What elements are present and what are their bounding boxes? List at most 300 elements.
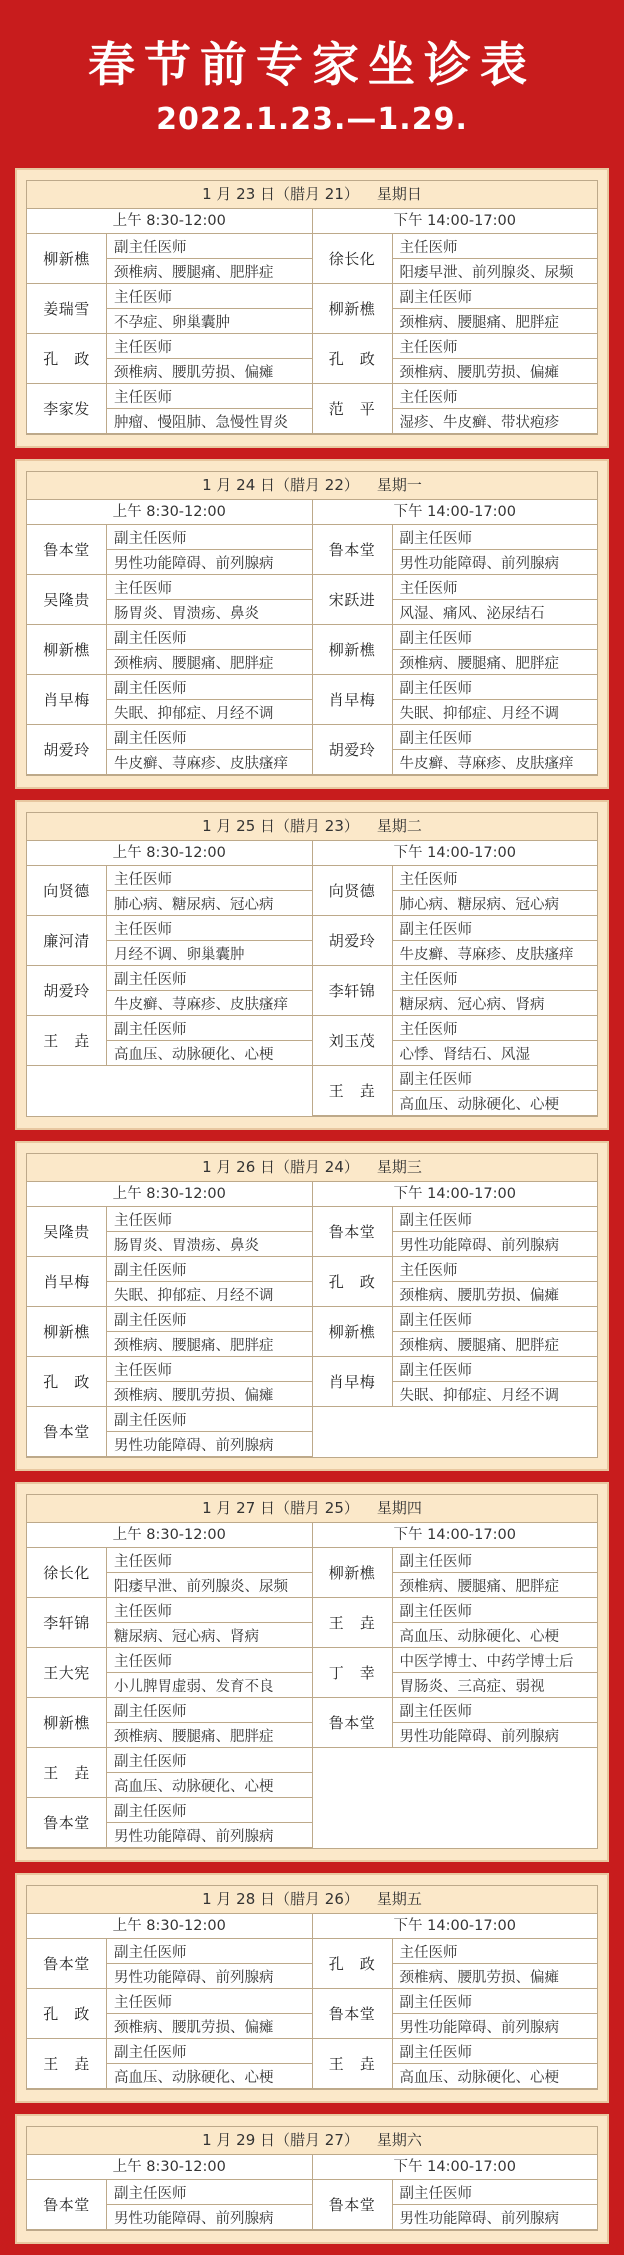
doctor-title: 副主任医师	[107, 1748, 312, 1773]
doctor-specialty: 颈椎病、腰肌劳损、偏瘫	[399, 364, 559, 381]
doctor-name: 柳新樵	[313, 1307, 393, 1356]
doctor-name: 胡爱玲	[27, 966, 107, 1015]
doctor-info	[107, 234, 312, 283]
doctor-row	[313, 675, 598, 725]
doctor-specialty: 糖尿病、冠心病、肾病	[399, 996, 545, 1013]
doctor-info	[393, 1357, 598, 1406]
doctor-title: 副主任医师	[393, 2039, 598, 2064]
afternoon-hours: 下午 14:00-17:00	[313, 1182, 598, 1207]
morning-column	[27, 500, 313, 775]
doctor-title: 主任医师	[107, 1989, 312, 2014]
doctor-title: 副主任医师	[107, 1798, 312, 1823]
day-header	[27, 1886, 597, 1914]
doctor-title: 副主任医师	[107, 2180, 312, 2205]
day-table	[26, 1885, 598, 2090]
doctor-row	[313, 1939, 598, 1989]
doctor-name: 肖早梅	[313, 1357, 393, 1406]
doctor-specialty: 不孕症、卵巢囊肿	[114, 314, 230, 331]
doctor-specialty: 男性功能障碍、前列腺病	[399, 555, 559, 572]
doctor-row	[313, 966, 598, 1016]
doctor-name: 孔 政	[27, 334, 107, 383]
doctor-specialty: 颈椎病、腰腿痛、肥胖症	[399, 1337, 559, 1354]
doctor-specialty: 男性功能障碍、前列腺病	[114, 1437, 274, 1454]
doctor-title: 主任医师	[393, 966, 598, 991]
doctor-row	[27, 625, 312, 675]
doctor-title: 副主任医师	[107, 234, 312, 259]
doctor-title: 副主任医师	[393, 1989, 598, 2014]
doctor-info	[393, 966, 598, 1015]
doctor-info	[393, 1698, 598, 1747]
doctor-specialty: 牛皮癣、荨麻疹、皮肤瘙痒	[114, 755, 288, 772]
doctor-title: 副主任医师	[107, 966, 312, 991]
doctor-name: 廉河清	[27, 916, 107, 965]
doctor-info	[107, 866, 312, 915]
doctor-name: 王 垚	[27, 1016, 107, 1065]
doctor-specialty: 颈椎病、腰腿痛、肥胖症	[399, 1578, 559, 1595]
doctor-specialty: 颈椎病、腰腿痛、肥胖症	[114, 1337, 274, 1354]
doctor-row	[313, 1698, 598, 1748]
doctor-name: 胡爱玲	[313, 725, 393, 774]
doctor-row	[27, 966, 312, 1016]
doctor-title: 副主任医师	[107, 1257, 312, 1282]
doctor-title: 主任医师	[107, 916, 312, 941]
doctor-specialty: 失眠、抑郁症、月经不调	[399, 705, 559, 722]
doctor-info	[107, 675, 312, 724]
doctor-name: 鲁本堂	[27, 1407, 107, 1456]
doctor-name: 鲁本堂	[313, 2180, 393, 2229]
doctor-info	[107, 1016, 312, 1065]
doctor-row	[27, 1798, 312, 1848]
afternoon-hours: 下午 14:00-17:00	[313, 500, 598, 525]
doctor-info	[393, 1939, 598, 1988]
doctor-name: 肖早梅	[27, 1257, 107, 1306]
doctor-title: 副主任医师	[393, 916, 598, 941]
doctor-title: 主任医师	[107, 284, 312, 309]
doctor-title: 主任医师	[393, 334, 598, 359]
doctor-row	[27, 525, 312, 575]
date-range: 2022.1.23.—1.29.	[156, 102, 468, 137]
session-columns	[27, 1523, 597, 1848]
doctor-title: 副主任医师	[107, 525, 312, 550]
doctor-title: 副主任医师	[393, 1207, 598, 1232]
doctor-name: 孔 政	[313, 1257, 393, 1306]
doctor-row	[313, 1016, 598, 1066]
day-table	[26, 1153, 598, 1458]
doctor-info	[107, 1407, 312, 1456]
doctor-specialty: 颈椎病、腰腿痛、肥胖症	[114, 1728, 274, 1745]
doctor-info	[107, 916, 312, 965]
day-date: 1 月 29 日（腊月 27）	[202, 2131, 359, 2149]
doctor-row	[27, 575, 312, 625]
morning-column	[27, 1182, 313, 1457]
session-columns	[27, 1914, 597, 2089]
afternoon-column	[313, 500, 598, 775]
session-columns	[27, 2155, 597, 2230]
doctor-title: 副主任医师	[393, 1357, 598, 1382]
day-card	[15, 168, 609, 448]
doctor-info	[393, 1548, 598, 1597]
doctor-name: 徐长化	[313, 234, 393, 283]
doctor-title: 副主任医师	[107, 1407, 312, 1432]
doctor-title: 主任医师	[107, 1648, 312, 1673]
afternoon-column	[313, 1523, 598, 1848]
doctor-specialty: 湿疹、牛皮癣、带状疱疹	[399, 414, 559, 431]
morning-hours: 上午 8:30-12:00	[27, 1523, 312, 1548]
doctor-row	[27, 1548, 312, 1598]
doctor-row	[27, 2180, 312, 2230]
doctor-info	[107, 1548, 312, 1597]
doctor-row	[27, 1748, 312, 1798]
doctor-specialty: 高血压、动脉硬化、心梗	[399, 1096, 559, 1113]
doctor-title: 副主任医师	[393, 2180, 598, 2205]
doctor-specialty: 男性功能障碍、前列腺病	[399, 1237, 559, 1254]
doctor-name: 徐长化	[27, 1548, 107, 1597]
doctor-name: 向贤德	[27, 866, 107, 915]
doctor-title: 主任医师	[393, 1016, 598, 1041]
doctor-title: 主任医师	[393, 575, 598, 600]
doctor-specialty: 肺心病、糖尿病、冠心病	[114, 896, 274, 913]
doctor-row	[27, 334, 312, 384]
doctor-name: 柳新樵	[27, 1698, 107, 1747]
afternoon-column	[313, 209, 598, 434]
day-weekday: 星期三	[376, 1158, 422, 1176]
doctor-specialty: 高血压、动脉硬化、心梗	[114, 1046, 274, 1063]
doctor-row	[27, 2039, 312, 2089]
doctor-info	[107, 1307, 312, 1356]
doctor-info	[393, 334, 598, 383]
doctor-specialty: 男性功能障碍、前列腺病	[114, 555, 274, 572]
doctor-row	[313, 284, 598, 334]
doctor-specialty: 失眠、抑郁症、月经不调	[114, 705, 274, 722]
doctor-info	[107, 2039, 312, 2088]
morning-hours: 上午 8:30-12:00	[27, 2155, 312, 2180]
doctor-specialty: 男性功能障碍、前列腺病	[399, 1728, 559, 1745]
doctor-title: 副主任医师	[107, 1698, 312, 1723]
doctor-row	[313, 1648, 598, 1698]
doctor-name: 肖早梅	[27, 675, 107, 724]
session-columns	[27, 1182, 597, 1457]
morning-column	[27, 209, 313, 434]
doctor-name: 王 垚	[313, 1066, 393, 1115]
doctor-name: 姜瑞雪	[27, 284, 107, 333]
doctor-title: 副主任医师	[393, 284, 598, 309]
doctor-row	[27, 384, 312, 434]
doctor-name: 肖早梅	[313, 675, 393, 724]
day-table	[26, 1494, 598, 1849]
doctor-name: 柳新樵	[27, 625, 107, 674]
doctor-info	[393, 384, 598, 433]
doctor-specialty: 阳痿早泄、前列腺炎、尿频	[399, 264, 574, 281]
doctor-info	[393, 675, 598, 724]
doctor-name: 李轩锦	[313, 966, 393, 1015]
schedule	[15, 168, 609, 2255]
doctor-name: 吴隆贵	[27, 1207, 107, 1256]
doctor-title: 副主任医师	[107, 1016, 312, 1041]
doctor-info	[393, 2180, 598, 2229]
doctor-info	[107, 1989, 312, 2038]
doctor-name: 王 垚	[313, 2039, 393, 2088]
doctor-specialty: 牛皮癣、荨麻疹、皮肤瘙痒	[399, 755, 574, 772]
doctor-row	[313, 2180, 598, 2230]
day-date: 1 月 23 日（腊月 21）	[202, 185, 359, 203]
doctor-name: 鲁本堂	[313, 1698, 393, 1747]
doctor-specialty: 颈椎病、腰腿痛、肥胖症	[114, 264, 274, 281]
day-card	[15, 800, 609, 1130]
doctor-specialty: 高血压、动脉硬化、心梗	[399, 2069, 559, 2086]
morning-hours: 上午 8:30-12:00	[27, 1914, 312, 1939]
afternoon-hours: 下午 14:00-17:00	[313, 2155, 598, 2180]
doctor-title: 主任医师	[107, 1548, 312, 1573]
doctor-specialty: 阳痿早泄、前列腺炎、尿频	[114, 1578, 288, 1595]
doctor-name: 孔 政	[27, 1357, 107, 1406]
doctor-title: 主任医师	[107, 384, 312, 409]
doctor-name: 李轩锦	[27, 1598, 107, 1647]
day-header	[27, 2127, 597, 2155]
doctor-row	[27, 866, 312, 916]
doctor-specialty: 高血压、动脉硬化、心梗	[399, 1628, 559, 1645]
doctor-specialty: 风湿、痛风、泌尿结石	[399, 605, 545, 622]
afternoon-column	[313, 841, 598, 1116]
doctor-title: 主任医师	[393, 234, 598, 259]
doctor-name: 向贤德	[313, 866, 393, 915]
doctor-name: 王大宪	[27, 1648, 107, 1697]
doctor-name: 孔 政	[27, 1989, 107, 2038]
doctor-name: 柳新樵	[27, 234, 107, 283]
doctor-specialty: 胃肠炎、三高症、弱视	[399, 1678, 545, 1695]
doctor-row	[313, 625, 598, 675]
day-header	[27, 1495, 597, 1523]
doctor-name: 孔 政	[313, 1939, 393, 1988]
doctor-row	[27, 725, 312, 775]
doctor-name: 柳新樵	[313, 625, 393, 674]
doctor-row	[27, 1407, 312, 1457]
doctor-row	[313, 1598, 598, 1648]
day-card	[15, 2114, 609, 2244]
day-header	[27, 472, 597, 500]
doctor-name: 孔 政	[313, 334, 393, 383]
doctor-info	[393, 284, 598, 333]
doctor-row	[313, 384, 598, 434]
page-header	[0, 0, 624, 160]
day-table	[26, 812, 598, 1117]
afternoon-column	[313, 1914, 598, 2089]
doctor-specialty: 男性功能障碍、前列腺病	[114, 1828, 274, 1845]
doctor-title: 副主任医师	[107, 725, 312, 750]
doctor-title: 主任医师	[107, 1598, 312, 1623]
doctor-info	[107, 384, 312, 433]
doctor-title: 副主任医师	[393, 525, 598, 550]
doctor-title: 副主任医师	[393, 1548, 598, 1573]
day-card	[15, 1141, 609, 1471]
doctor-specialty: 颈椎病、腰肌劳损、偏瘫	[399, 1287, 559, 1304]
day-header	[27, 1154, 597, 1182]
morning-column	[27, 1523, 313, 1848]
afternoon-column	[313, 1182, 598, 1457]
doctor-row	[313, 866, 598, 916]
doctor-specialty: 心悸、肾结石、风湿	[399, 1046, 530, 1063]
doctor-specialty: 肠胃炎、胃溃疡、鼻炎	[114, 1237, 259, 1254]
doctor-info	[393, 525, 598, 574]
doctor-row	[27, 284, 312, 334]
doctor-name: 柳新樵	[313, 284, 393, 333]
morning-column	[27, 2155, 313, 2230]
doctor-specialty: 颈椎病、腰肌劳损、偏瘫	[399, 1969, 559, 1986]
afternoon-column	[313, 2155, 598, 2230]
doctor-row	[27, 1648, 312, 1698]
doctor-row	[313, 575, 598, 625]
doctor-info	[107, 1798, 312, 1847]
doctor-info	[393, 1648, 598, 1697]
page-title: 春节前专家坐诊表	[88, 38, 536, 93]
doctor-specialty: 牛皮癣、荨麻疹、皮肤瘙痒	[399, 946, 574, 963]
doctor-row	[27, 1016, 312, 1066]
doctor-specialty: 失眠、抑郁症、月经不调	[399, 1387, 559, 1404]
day-card	[15, 1873, 609, 2103]
doctor-row	[313, 1307, 598, 1357]
day-weekday: 星期五	[376, 1890, 422, 1908]
day-date: 1 月 27 日（腊月 25）	[202, 1499, 359, 1517]
doctor-title: 主任医师	[393, 384, 598, 409]
doctor-name: 范 平	[313, 384, 393, 433]
doctor-title: 副主任医师	[393, 1066, 598, 1091]
doctor-specialty: 颈椎病、腰肌劳损、偏瘫	[114, 364, 274, 381]
day-weekday: 星期四	[376, 1499, 422, 1517]
doctor-name: 王 垚	[27, 2039, 107, 2088]
doctor-info	[107, 725, 312, 774]
doctor-row	[27, 1257, 312, 1307]
doctor-info	[393, 1307, 598, 1356]
doctor-specialty: 肺心病、糖尿病、冠心病	[399, 896, 559, 913]
doctor-title: 副主任医师	[107, 1307, 312, 1332]
doctor-name: 鲁本堂	[27, 525, 107, 574]
doctor-row	[313, 334, 598, 384]
day-date: 1 月 28 日（腊月 26）	[202, 1890, 359, 1908]
day-date: 1 月 25 日（腊月 23）	[202, 817, 359, 835]
day-weekday: 星期一	[376, 476, 422, 494]
doctor-row	[27, 1698, 312, 1748]
doctor-specialty: 高血压、动脉硬化、心梗	[114, 1778, 274, 1795]
day-weekday: 星期六	[376, 2131, 422, 2149]
day-date: 1 月 24 日（腊月 22）	[202, 476, 359, 494]
morning-hours: 上午 8:30-12:00	[27, 209, 312, 234]
doctor-row	[27, 1307, 312, 1357]
afternoon-hours: 下午 14:00-17:00	[313, 841, 598, 866]
doctor-name: 鲁本堂	[313, 1989, 393, 2038]
doctor-name: 鲁本堂	[27, 1939, 107, 1988]
doctor-row	[27, 1357, 312, 1407]
morning-hours: 上午 8:30-12:00	[27, 1182, 312, 1207]
doctor-name: 王 垚	[27, 1748, 107, 1797]
doctor-row	[27, 1989, 312, 2039]
doctor-title: 副主任医师	[107, 1939, 312, 1964]
doctor-info	[107, 625, 312, 674]
doctor-info	[393, 1598, 598, 1647]
morning-hours: 上午 8:30-12:00	[27, 500, 312, 525]
doctor-title: 副主任医师	[393, 625, 598, 650]
doctor-info	[393, 575, 598, 624]
doctor-specialty: 月经不调、卵巢囊肿	[114, 946, 245, 963]
doctor-row	[313, 1207, 598, 1257]
doctor-info	[107, 966, 312, 1015]
doctor-info	[393, 1066, 598, 1115]
doctor-info	[393, 866, 598, 915]
doctor-specialty: 男性功能障碍、前列腺病	[399, 2019, 559, 2036]
doctor-specialty: 颈椎病、腰肌劳损、偏瘫	[114, 1387, 274, 1404]
doctor-info	[107, 525, 312, 574]
doctor-title: 主任医师	[107, 334, 312, 359]
doctor-row	[27, 234, 312, 284]
day-table	[26, 180, 598, 435]
doctor-specialty: 肠胃炎、胃溃疡、鼻炎	[114, 605, 259, 622]
doctor-row	[27, 1598, 312, 1648]
doctor-specialty: 肿瘤、慢阻肺、急慢性胃炎	[114, 414, 288, 431]
doctor-title: 副主任医师	[393, 1598, 598, 1623]
morning-hours: 上午 8:30-12:00	[27, 841, 312, 866]
day-weekday: 星期二	[376, 817, 422, 835]
doctor-specialty: 失眠、抑郁症、月经不调	[114, 1287, 274, 1304]
doctor-specialty: 小儿脾胃虚弱、发育不良	[114, 1678, 274, 1695]
doctor-row	[313, 525, 598, 575]
doctor-row	[313, 1989, 598, 2039]
doctor-title: 中医学博士、中药学博士后	[393, 1648, 598, 1673]
doctor-info	[393, 725, 598, 774]
doctor-info	[393, 1207, 598, 1256]
doctor-title: 副主任医师	[107, 2039, 312, 2064]
doctor-row	[313, 234, 598, 284]
day-card	[15, 1482, 609, 1862]
doctor-row	[313, 1257, 598, 1307]
doctor-name: 李家发	[27, 384, 107, 433]
doctor-title: 副主任医师	[393, 675, 598, 700]
doctor-specialty: 糖尿病、冠心病、肾病	[114, 1628, 259, 1645]
doctor-info	[107, 1357, 312, 1406]
doctor-name: 丁 幸	[313, 1648, 393, 1697]
afternoon-hours: 下午 14:00-17:00	[313, 209, 598, 234]
doctor-row	[27, 675, 312, 725]
doctor-info	[107, 1939, 312, 1988]
doctor-info	[107, 1257, 312, 1306]
doctor-info	[107, 1748, 312, 1797]
doctor-info	[107, 1698, 312, 1747]
doctor-specialty: 牛皮癣、荨麻疹、皮肤瘙痒	[114, 996, 288, 1013]
doctor-row	[27, 1939, 312, 1989]
doctor-row	[27, 1207, 312, 1257]
session-columns	[27, 209, 597, 434]
doctor-info	[107, 334, 312, 383]
doctor-specialty: 颈椎病、腰肌劳损、偏瘫	[114, 2019, 274, 2036]
doctor-specialty: 男性功能障碍、前列腺病	[399, 2210, 559, 2227]
doctor-title: 副主任医师	[393, 1698, 598, 1723]
doctor-specialty: 男性功能障碍、前列腺病	[114, 1969, 274, 1986]
doctor-info	[107, 575, 312, 624]
doctor-name: 柳新樵	[313, 1548, 393, 1597]
day-header	[27, 181, 597, 209]
day-header	[27, 813, 597, 841]
doctor-name: 王 垚	[313, 1598, 393, 1647]
morning-column	[27, 1914, 313, 2089]
doctor-specialty: 高血压、动脉硬化、心梗	[114, 2069, 274, 2086]
doctor-info	[107, 284, 312, 333]
doctor-row	[313, 1548, 598, 1598]
doctor-row	[313, 1357, 598, 1407]
day-weekday: 星期日	[376, 185, 422, 203]
doctor-info	[393, 916, 598, 965]
doctor-title: 主任医师	[393, 1939, 598, 1964]
doctor-row	[313, 916, 598, 966]
afternoon-hours: 下午 14:00-17:00	[313, 1523, 598, 1548]
doctor-name: 柳新樵	[27, 1307, 107, 1356]
doctor-title: 主任医师	[393, 1257, 598, 1282]
